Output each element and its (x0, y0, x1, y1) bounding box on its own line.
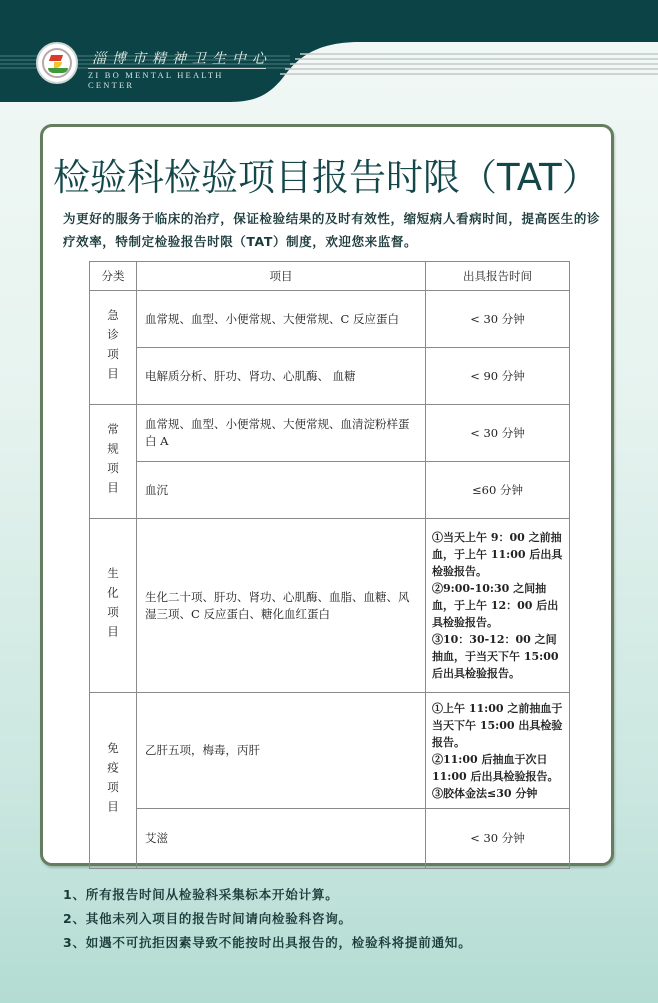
table-row (90, 809, 570, 869)
time-line: ③胶体金法≤30 分钟 (432, 786, 538, 800)
time-cell (426, 519, 570, 693)
page-title: 检验科检验项目报告时限（TAT） (53, 156, 599, 199)
table-row (90, 348, 570, 405)
note-item: 1、所有报告时间从检验科采集标本开始计算。 (63, 887, 339, 902)
item-cell: 血沉 (137, 462, 426, 519)
header-banner (0, 0, 658, 110)
time-line: ①当天上午 9：00 之前抽血，于上午 11:00 后出具检验报告。 (432, 531, 563, 578)
time-cell: < 30 分钟 (426, 809, 570, 869)
item-cell: 艾滋 (137, 809, 426, 869)
table-row (90, 405, 570, 462)
org-name-en: ZI BO MENTAL HEALTH CENTER (88, 68, 266, 90)
time-cell: ≤60 分钟 (426, 462, 570, 519)
header-category: 分类 (90, 262, 137, 291)
time-line: ②11:00 后抽血于次日 11:00 后出具检验报告。 (432, 752, 559, 783)
intro-text: 为更好的服务于临床的治疗，保证检验结果的及时有效性，缩短病人看病时间，提高医生的诊疗效率，特制定检验报告时限（TAT）制度，欢迎您来监督。 (63, 211, 601, 249)
time-line: ③10：30-12：00 之间抽血，于当天下午 15:00 后出具检验报告。 (432, 633, 559, 680)
poster-card (40, 124, 614, 950)
item-cell: 乙肝五项，梅毒，丙肝 (137, 693, 426, 809)
item-cell: 血常规、血型、小便常规、大便常规、C 反应蛋白 (137, 291, 426, 348)
note-item: 3、如遇不可抗拒因素导致不能按时出具报告的，检验科将提前通知。 (63, 935, 472, 950)
table-header-row (90, 262, 570, 291)
item-cell: 电解质分析、肝功、肾功、心肌酶、 血糖 (137, 348, 426, 405)
note-item: 2、其他未列入项目的报告时间请向检验科咨询。 (63, 911, 352, 926)
category-emergency: 急诊项目 (90, 291, 137, 405)
table-row (90, 462, 570, 519)
hospital-logo-icon (36, 42, 78, 84)
category-routine: 常规项目 (90, 405, 137, 519)
category-immunology: 免疫项目 (90, 693, 137, 869)
org-name-cn: 淄博市精神卫生中心 (92, 51, 272, 67)
item-cell: 血常规、血型、小便常规、大便常规、血清淀粉样蛋白 A (137, 405, 426, 462)
table-row (90, 693, 570, 809)
time-line: ①上午 11:00 之前抽血于当天下午 15:00 出具检验报告。 (432, 701, 563, 749)
header-time: 出具报告时间 (426, 262, 570, 291)
time-cell: < 90 分钟 (426, 348, 570, 405)
time-cell (426, 693, 570, 809)
category-biochemistry: 生化项目 (90, 519, 137, 693)
time-line: ②9:00-10:30 之间抽血，于上午 12：00 后出具检验报告。 (432, 582, 559, 629)
header-item: 项目 (137, 262, 426, 291)
table-row (90, 519, 570, 693)
time-cell: < 30 分钟 (426, 405, 570, 462)
tat-table (89, 261, 570, 869)
table-row (90, 291, 570, 348)
item-cell: 生化二十项、肝功、肾功、心肌酶、血脂、血糖、风湿三项、C 反应蛋白、糖化血红蛋白 (137, 519, 426, 693)
notes-list (63, 883, 623, 955)
time-cell: < 30 分钟 (426, 291, 570, 348)
